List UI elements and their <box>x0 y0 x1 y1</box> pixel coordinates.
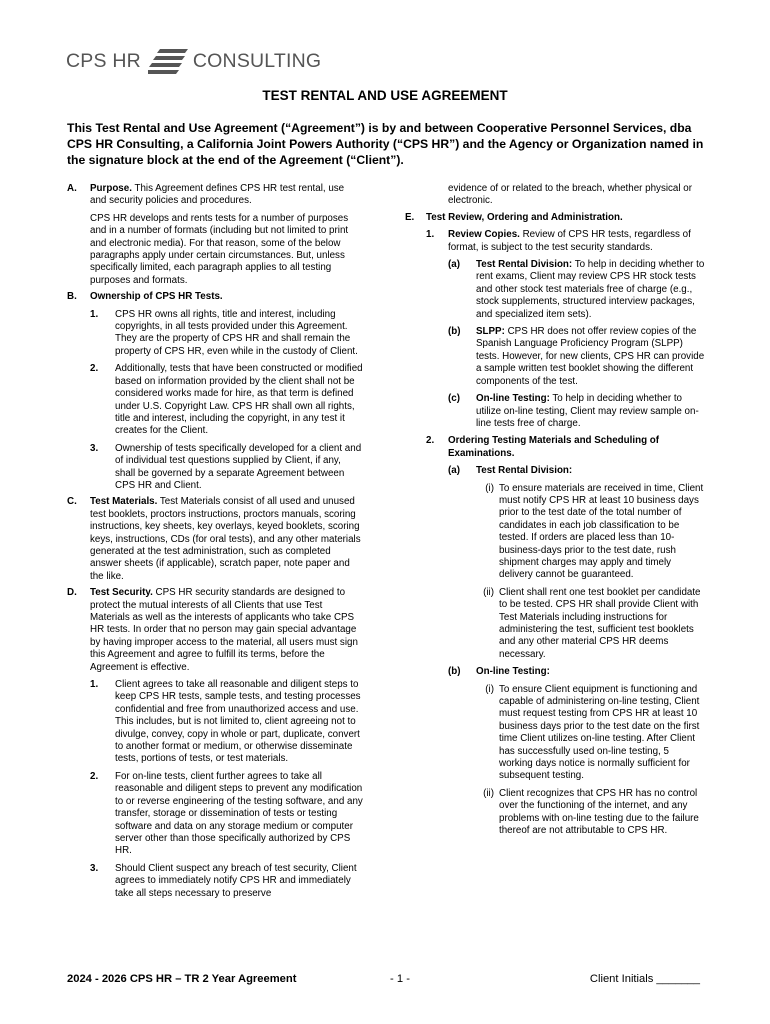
section-label: C. <box>67 496 77 508</box>
section-text: This Agreement defines CPS HR test rental, use and security policies and procedures. <box>90 183 345 207</box>
section-text: CPS HR security standards are designed to protect the mutual interests of all Clients that use Test Materials as well as the interests of applicants who take CPS HR tests. In order that no person may gain special advantage by having improper access to the material, all users must sign this Agreement and agree to fulfill its terms, before the Agreement is effective. <box>90 587 358 673</box>
section-heading: Purpose. <box>90 183 132 194</box>
section-d <box>67 587 363 900</box>
list-item: (b) On-line Testing: (i) To ensure Client equipment is functioning and capable of administering on-line testing, Client must request testing from CPS HR at least 10 business days prior to the test date on the first time Client utilizes on-line testing. After Client has successfully used on-line testing, 5 working days notice is normally sufficient for subsequent testing. (ii) Client recognizes that CPS HR has no control over the functioning of the internet, and any problems with on-line testing due to the failure thereof are not attributable to CPS HR. <box>448 666 705 837</box>
section-heading: Ownership of CPS HR Tests. <box>90 291 223 303</box>
section-b <box>67 291 363 492</box>
subsection-e2: 2. Ordering Testing Materials and Scheduling of Examinations. (a) Test Rental Division: (i) To ensure materials are received in time, Client must notify CPS HR at least 10 business days prior to the test date of the total number of candidates in each job classification to be tested. If orders are placed less than 10-business-days prior to the test date, rush shipment charges may apply and timely delivery cannot be guaranteed. (ii) Client shall rent one test booklet per candidate to be tested. CPS HR shall provide Client with Test Materials including instructions for administering the test, sufficient test booklets and any other material CPS HR deems necessary. (b) On-line Testing: (i) To ensure Client equipment is functioning and capable of administering on-line testing, Client must request testing from CPS HR at least 10 business days prior to the test date on the first time Client utilizes on-line testing. After Client has successfully used on-line testing, 5 working days notice is normally sufficient for subsequent testing. (ii) Client recognizes that CPS HR has no control over the functioning of the internet, and any problems with on-line testing due to the failure thereof are not attributable to CPS HR. <box>426 435 704 837</box>
section-label: E. <box>405 211 415 223</box>
footer-page-number: - 1 - <box>390 973 410 985</box>
list-item: (ii) Client recognizes that CPS HR has no control over the functioning of the internet, and any problems with on-line testing due to the failure thereof are not attributable to CPS HR. <box>483 787 699 837</box>
section-paragraph: CPS HR develops and rents tests for a number of purposes and in a number of formats (including but not limited to print and electronic media). For that reason, some of the below paragraphs apply under certain circumstances. But, unless specifically limited, each paragraph applies to all testing purposes and formats. <box>90 212 349 286</box>
list-item: (b) SLPP: CPS HR does not offer review copies of the Spanish Language Proficiency Program (SLPP) tests. However, for new clients, CPS HR can provide a sample written test booklet showing the different components of the test. <box>448 326 705 387</box>
section-heading: Test Review, Ordering and Administration. <box>426 211 623 223</box>
logo-text-left: CPS HR <box>66 49 141 72</box>
list-item: 3. Ownership of tests specifically developed for a client and of individual test questions supplied by Client, if any, shall be governed by a separate Agreement between CPS HR and Client. <box>90 442 362 491</box>
cps-hr-logo <box>66 44 321 78</box>
logo-stripes-icon <box>148 46 190 76</box>
list-item: (i) To ensure Client equipment is functioning and capable of administering on-line testing, Client must request testing from CPS HR at least 10 business days prior to the test date on the first time Client utilizes on-line testing. After Client has successfully used on-line testing, 5 working days notice is normally sufficient for subsequent testing. <box>485 683 700 782</box>
section-label: B. <box>67 291 77 303</box>
subsection-e1: 1. Review Copies. Review of CPS HR tests, regardless of format, is subject to the test security standards. (a) Test Rental Division: To help in deciding whether to rent exams, Client may review CPS HR stock tests and other stock test materials free of charge (e.g., stock supplements, structured interview packages, and specialized item sets). (b) SLPP: CPS HR does not offer review copies of the Spanish Language Proficiency Program (SLPP) tests. However, for new clients, CPS HR can provide a sample written test booklet showing the different components of the test. (c) On-line Testing: To help in deciding whether to utilize on-line testing, Client may review sample on-line tests free of charge. <box>426 229 705 429</box>
logo-text-right: CONSULTING <box>192 49 322 72</box>
list-item: (ii) Client shall rent one test booklet per candidate to be tested. CPS HR shall provide Client with Test Materials including instructions for administering the test, sufficient test booklets and any other material CPS HR deems necessary. <box>483 586 701 660</box>
section-e <box>405 212 705 224</box>
section-heading: Test Materials. <box>90 496 158 508</box>
continued-text: evidence of or related to the breach, whether physical or electronic. <box>448 183 692 207</box>
list-item: 3. Should Client suspect any breach of test security, Client agrees to immediately notify CPS HR and immediately take all steps necessary to preserve <box>90 862 357 899</box>
section-label: A. <box>67 183 77 194</box>
section-label: D. <box>67 587 77 599</box>
list-item: (a) Test Rental Division: (i) To ensure materials are received in time, Client must notify CPS HR at least 10 business days prior to the test date of the total number of candidates in each job classification to be tested. If orders are placed less than 10-business-days prior to the test date, rush shipment charges may apply and timely delivery cannot be guaranteed. (ii) Client shall rent one test booklet per candidate to be tested. CPS HR shall provide Client with Test Materials including instructions for administering the test, sufficient test booklets and any other material CPS HR deems necessary. <box>448 465 704 660</box>
intro-paragraph: This Test Rental and Use Agreement (“Agreement”) is by and between Cooperative Personnel Services, dba CPS HR Consulting, a California Joint Powers Authority (“CPS HR”) and the Agency or Organization named in the signature block at the end of the Agreement (“Client”). <box>67 121 704 167</box>
list-item: (c) On-line Testing: To help in deciding whether to utilize on-line testing, Client may review sample on-line tests free of charge. <box>448 393 699 429</box>
left-column <box>67 183 363 900</box>
section-heading: Test Security. <box>90 587 153 599</box>
list-item: (i) To ensure materials are received in time, Client must notify CPS HR at least 10 business days prior to the test date of the total number of candidates in each job classification to be tested. If orders are placed less than 10-business-days prior to the test date, rush shipment charges may apply and timely delivery cannot be guaranteed. <box>485 482 704 581</box>
list-item: 2. For on-line tests, client further agrees to take all reasonable and diligent steps to prevent any modification to or reverse engineering of the testing software, and any transfer, storage or dissemination of tests or testing software and data on any storage medium or computer server other than those specifically authorized by CPS HR. <box>90 770 363 857</box>
section-text: Test Materials consist of all used and unused test booklets, proctors instructions, proctors manuals, scoring instructions, key sheets, key overlays, keyed booklets, scoring keys, instructions, CDs (for oral tests), and any other materials generated at the test administration, such as completed answer sheets (if applicable), scratch paper, note paper and the like. <box>90 496 361 582</box>
right-column <box>405 183 705 838</box>
list-item: 1. Client agrees to take all reasonable and diligent steps to keep CPS HR tests, sample tests, and testing processes confidential and free from unauthorized access and use. This includes, but is not limited to, client agreeing not to divulge, convey, copy in whole or part, duplicate, convert to another format or medium, or otherwise disseminate tests, portions of tests, or test materials. <box>90 679 361 765</box>
footer-agreement-label: 2024 - 2026 CPS HR – TR 2 Year Agreement <box>67 973 297 985</box>
section-a <box>67 183 363 287</box>
list-item: 2. Additionally, tests that have been constructed or modified based on information provided by the client shall not be considered works made for hire, as that term is defined under U.S. Copyright Law. CPS HR shall own all rights, title and interest, including the copyright, in any test it creates for the Client. <box>90 363 363 437</box>
page-title: TEST RENTAL AND USE AGREEMENT <box>262 88 508 103</box>
footer-client-initials: Client Initials _______ <box>589 973 700 985</box>
section-c <box>67 496 363 583</box>
list-item: (a) Test Rental Division: To help in deciding whether to rent exams, Client may review CPS HR stock tests and other stock test materials free of charge (e.g., stock supplements, structured interview packages, and specialized item sets). <box>448 259 705 320</box>
list-item: 1. CPS HR owns all rights, title and interest, including copyrights, in all tests provided under this Agreement. They are the property of CPS HR and shall remain the property of CPS HR, even while in the custody of Client. <box>90 308 358 357</box>
